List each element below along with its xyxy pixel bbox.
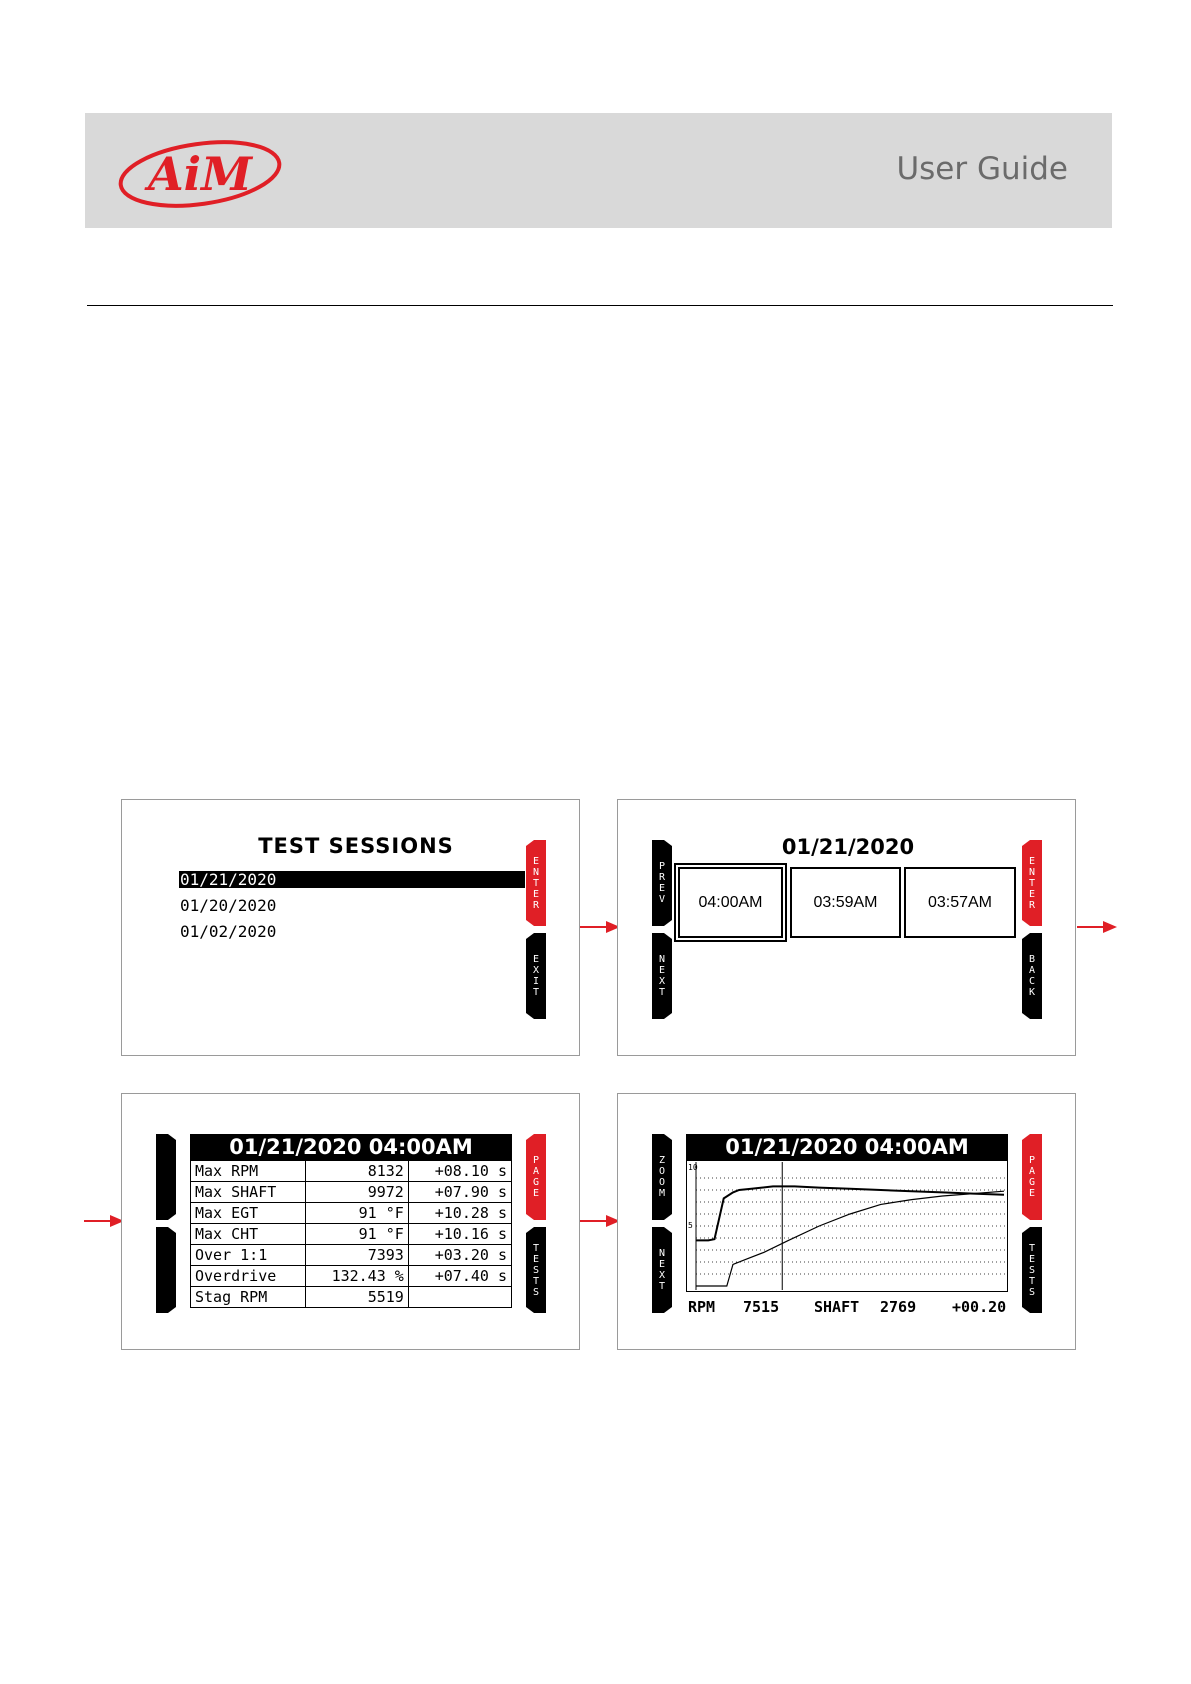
stat-time: +03.20 s [408, 1245, 511, 1266]
prev-button[interactable] [652, 840, 672, 926]
stat-value: 7393 [305, 1245, 408, 1266]
enter-label: E N T E R [532, 855, 540, 911]
enter-button[interactable] [1022, 840, 1042, 926]
page-button[interactable] [1022, 1134, 1042, 1220]
prev-label: P R E V [658, 861, 666, 905]
stat-time: +08.10 s [408, 1161, 511, 1182]
stats-grid [190, 1160, 512, 1308]
stat-time: +10.28 s [408, 1203, 511, 1224]
cursor-time: +00.20 [952, 1298, 1007, 1316]
page-label: P A G E [1028, 1155, 1036, 1199]
page-label: P A G E [532, 1155, 540, 1199]
time-item[interactable]: 03:59AM [790, 867, 901, 938]
exit-label: E X I T [532, 954, 540, 998]
screen-test-sessions [121, 799, 580, 1056]
arrow-right-icon [84, 1214, 124, 1228]
session-item[interactable]: 01/21/2020 [179, 871, 525, 888]
channel2-label: SHAFT [814, 1298, 860, 1316]
channel2-value: 2769 [880, 1298, 917, 1316]
next-label: N E X T [658, 954, 666, 998]
tests-button[interactable] [526, 1227, 546, 1313]
logo-text: AiM [147, 147, 253, 201]
stat-label: Max EGT [191, 1203, 306, 1224]
session-item[interactable]: 01/02/2020 [180, 922, 277, 941]
left-button-blank[interactable] [156, 1227, 176, 1313]
enter-label: E N T E R [1028, 855, 1036, 911]
channel1-label: RPM [688, 1298, 716, 1316]
arrow-right-icon [1077, 920, 1117, 934]
stat-value: 8132 [305, 1161, 408, 1182]
table-row [191, 1161, 512, 1182]
stat-label: Overdrive [191, 1266, 306, 1287]
page-button[interactable] [526, 1134, 546, 1220]
page-title: User Guide [896, 151, 1068, 187]
arrow-right-icon [580, 920, 620, 934]
y-tick-label: 5 [688, 1221, 693, 1230]
screen-title: 01/21/2020 04:00AM [686, 1134, 1008, 1160]
back-button[interactable] [1022, 933, 1042, 1019]
screen-session-times [617, 799, 1076, 1056]
zoom-label: Z O O M [658, 1155, 666, 1199]
left-button-blank[interactable] [156, 1134, 176, 1220]
stat-label: Over 1:1 [191, 1245, 306, 1266]
stat-label: Max SHAFT [191, 1182, 306, 1203]
enter-button[interactable] [526, 840, 546, 926]
stat-time: +07.90 s [408, 1182, 511, 1203]
next-button[interactable] [652, 1227, 672, 1313]
tests-button[interactable] [1022, 1227, 1042, 1313]
stat-label: Max CHT [191, 1224, 306, 1245]
table-row [191, 1245, 512, 1266]
y-tick-label: 10 [688, 1163, 698, 1172]
next-label: N E X T [658, 1248, 666, 1292]
chart-frame [686, 1160, 1008, 1292]
stat-value: 132.43 % [305, 1266, 408, 1287]
stat-value: 9972 [305, 1182, 408, 1203]
next-button[interactable] [652, 933, 672, 1019]
screen-session-graph [617, 1093, 1076, 1350]
time-item[interactable]: 03:57AM [904, 867, 1016, 938]
stat-time: +10.16 s [408, 1224, 511, 1245]
stats-table [190, 1134, 512, 1308]
exit-button[interactable] [526, 933, 546, 1019]
table-row [191, 1266, 512, 1287]
page-header [85, 113, 1112, 228]
session-item[interactable]: 01/20/2020 [180, 896, 277, 915]
session-line-chart[interactable] [686, 1160, 1008, 1292]
stat-time: +07.40 s [408, 1266, 511, 1287]
table-row [191, 1224, 512, 1245]
table-row [191, 1203, 512, 1224]
back-label: B A C K [1028, 954, 1036, 998]
tests-label: T E S T S [1028, 1242, 1036, 1298]
stat-value: 5519 [305, 1287, 408, 1308]
stat-value: 91 °F [305, 1203, 408, 1224]
channel1-value: 7515 [743, 1298, 780, 1316]
stat-value: 91 °F [305, 1224, 408, 1245]
stat-label: Max RPM [191, 1161, 306, 1182]
aim-logo [115, 133, 285, 213]
screen-title: 01/21/2020 04:00AM [190, 1134, 512, 1160]
time-item-selected[interactable]: 04:00AM [678, 867, 783, 938]
tests-label: T E S T S [532, 1242, 540, 1298]
arrow-right-icon [580, 1214, 620, 1228]
table-row [191, 1182, 512, 1203]
screen-session-stats [121, 1093, 580, 1350]
stat-label: Stag RPM [191, 1287, 306, 1308]
zoom-button[interactable] [652, 1134, 672, 1220]
table-row [191, 1287, 512, 1308]
divider [87, 305, 1113, 306]
stat-time [408, 1287, 511, 1308]
screen-title: 01/21/2020 [781, 835, 915, 859]
screen-title: TEST SESSIONS [258, 834, 454, 858]
